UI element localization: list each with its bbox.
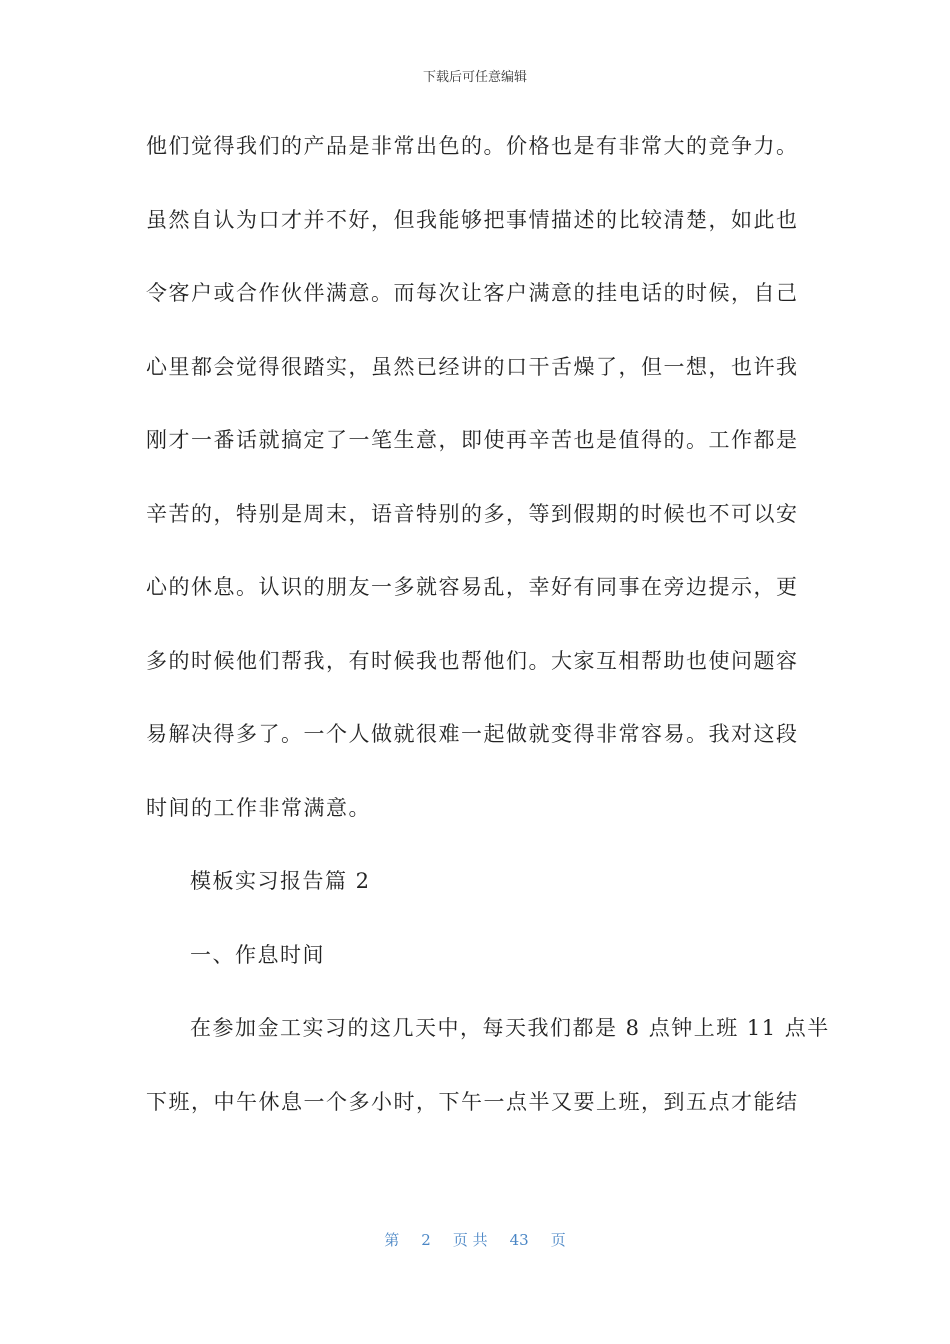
paragraph-line: 令客户或合作伙伴满意。而每次让客户满意的挂电话的时候，自己 xyxy=(146,281,799,305)
paragraph-line: 虽然自认为口才并不好，但我能够把事情描述的比较清楚，如此也 xyxy=(146,207,799,232)
paragraph-line: 下班，中午休息一个多小时，下午一点半又要上班，到五点才能结 xyxy=(146,1089,799,1114)
page-footer xyxy=(0,1229,950,1250)
footer-page-number: 2 xyxy=(421,1231,431,1249)
footer-suffix: 页 xyxy=(550,1231,566,1249)
paragraph-line: 心里都会觉得很踏实，虽然已经讲的口干舌燥了，但一想，也许我 xyxy=(146,354,799,379)
paragraph-line: 时间的工作非常满意。 xyxy=(146,795,371,820)
footer-middle: 页 共 xyxy=(452,1231,488,1249)
paragraph-line: 辛苦的，特别是周末，语音特别的多，等到假期的时候也不可以安 xyxy=(146,501,799,526)
paragraph-line: 在参加金工实习的这几天中，每天我们都是 8 点钟上班 11 点半 xyxy=(190,1016,830,1040)
footer-total-pages: 43 xyxy=(509,1231,529,1249)
section-title: 模板实习报告篇 2 xyxy=(190,869,371,893)
paragraph-line: 刚才一番话就搞定了一笔生意，即使再辛苦也是值得的。工作都是 xyxy=(146,428,799,452)
paragraph-line: 易解决得多了。一个人做就很难一起做就变得非常容易。我对这段 xyxy=(146,722,799,746)
subsection-title: 一、作息时间 xyxy=(190,942,325,967)
paragraph-line: 他们觉得我们的产品是非常出色的。价格也是有非常大的竞争力。 xyxy=(146,134,799,158)
page-header: 下载后可任意编辑 xyxy=(422,70,527,85)
footer-prefix: 第 xyxy=(384,1231,400,1249)
paragraph-line: 心的休息。认识的朋友一多就容易乱，幸好有同事在旁边提示，更 xyxy=(146,575,799,599)
paragraph-line: 多的时候他们帮我，有时候我也帮他们。大家互相帮助也使问题容 xyxy=(146,648,799,673)
document-body xyxy=(146,126,830,1155)
